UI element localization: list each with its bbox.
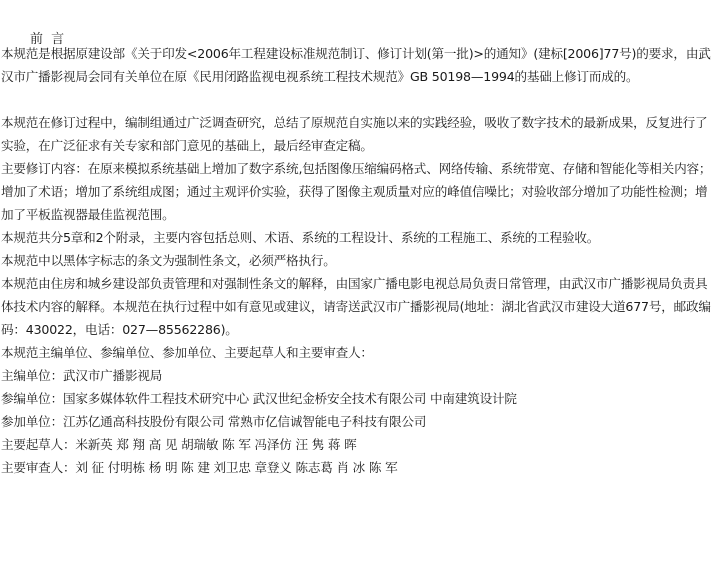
paragraph-participating-units: 参编单位：国家多媒体软件工程技术研究中心 武汉世纪金桥安全技术有限公司 中南建筑设计院 xyxy=(1,391,517,406)
paragraph-basis: 本规范是根据原建设部《关于印发<2006年工程建设标准规范制订、修订计划(第一批)>的通知》(建标[2006]77号)的要求，由武汉市广播影视局会同有关单位在原《民用闭路监视电视系统工程技术规范》GB 50198—1994的基础上修订而成的。 xyxy=(1,46,711,84)
paragraph-management: 本规范由住房和城乡建设部负责管理和对强制性条文的解释，由国家广播电影电视总局负责日常管理，由武汉市广播影视局负责具体技术内容的解释。本规范在执行过程中如有意见或建议，请寄送武汉市广播影视局(地址：湖北省武汉市建设大道677号，邮政编码：430022，电话：027—85562286)。 xyxy=(1,276,711,337)
paragraph-mandatory-clauses: 本规范中以黑体字标志的条文为强制性条文，必须严格执行。 xyxy=(1,253,336,268)
preface-title: 前 言 xyxy=(30,32,67,47)
paragraph-revision-process: 本规范在修订过程中，编制组通过广泛调查研究，总结了原规范自实施以来的实践经验，吸收了数字技术的最新成果，反复进行了实验，在广泛征求有关专家和部门意见的基础上，最后经审查定稿。 xyxy=(1,115,708,153)
paragraph-structure: 本规范共分5章和2个附录，主要内容包括总则、术语、系统的工程设计、系统的工程施工、系统的工程验收。 xyxy=(1,230,600,245)
paragraph-drafters: 主要起草人：米新英 郑 翔 高 见 胡瑞敏 陈 军 冯泽仿 汪 隽 蒋 晖 xyxy=(1,437,357,452)
paragraph-chief-unit: 主编单位：武汉市广播影视局 xyxy=(1,368,163,383)
paragraph-main-revisions: 主要修订内容：在原来模拟系统基础上增加了数字系统,包括图像压缩编码格式、网络传输、系统带宽、存储和智能化等相关内容；增加了术语；增加了系统组成图；通过主观评价实验，获得了图像主观质量对应的峰值信噪比；对验收部分增加了功能性检测；增加了平板监视器最佳监视范围。 xyxy=(1,161,712,222)
paragraph-units-intro: 本规范主编单位、参编单位、参加单位、主要起草人和主要审查人： xyxy=(1,345,373,360)
paragraph-reviewers: 主要审查人：刘 征 付明栋 杨 明 陈 建 刘卫忠 章登义 陈志葛 肖 冰 陈 军 xyxy=(1,460,398,475)
paragraph-joining-units: 参加单位：江苏亿通高科技股份有限公司 常熟市亿信诚智能电子科技有限公司 xyxy=(1,414,427,429)
